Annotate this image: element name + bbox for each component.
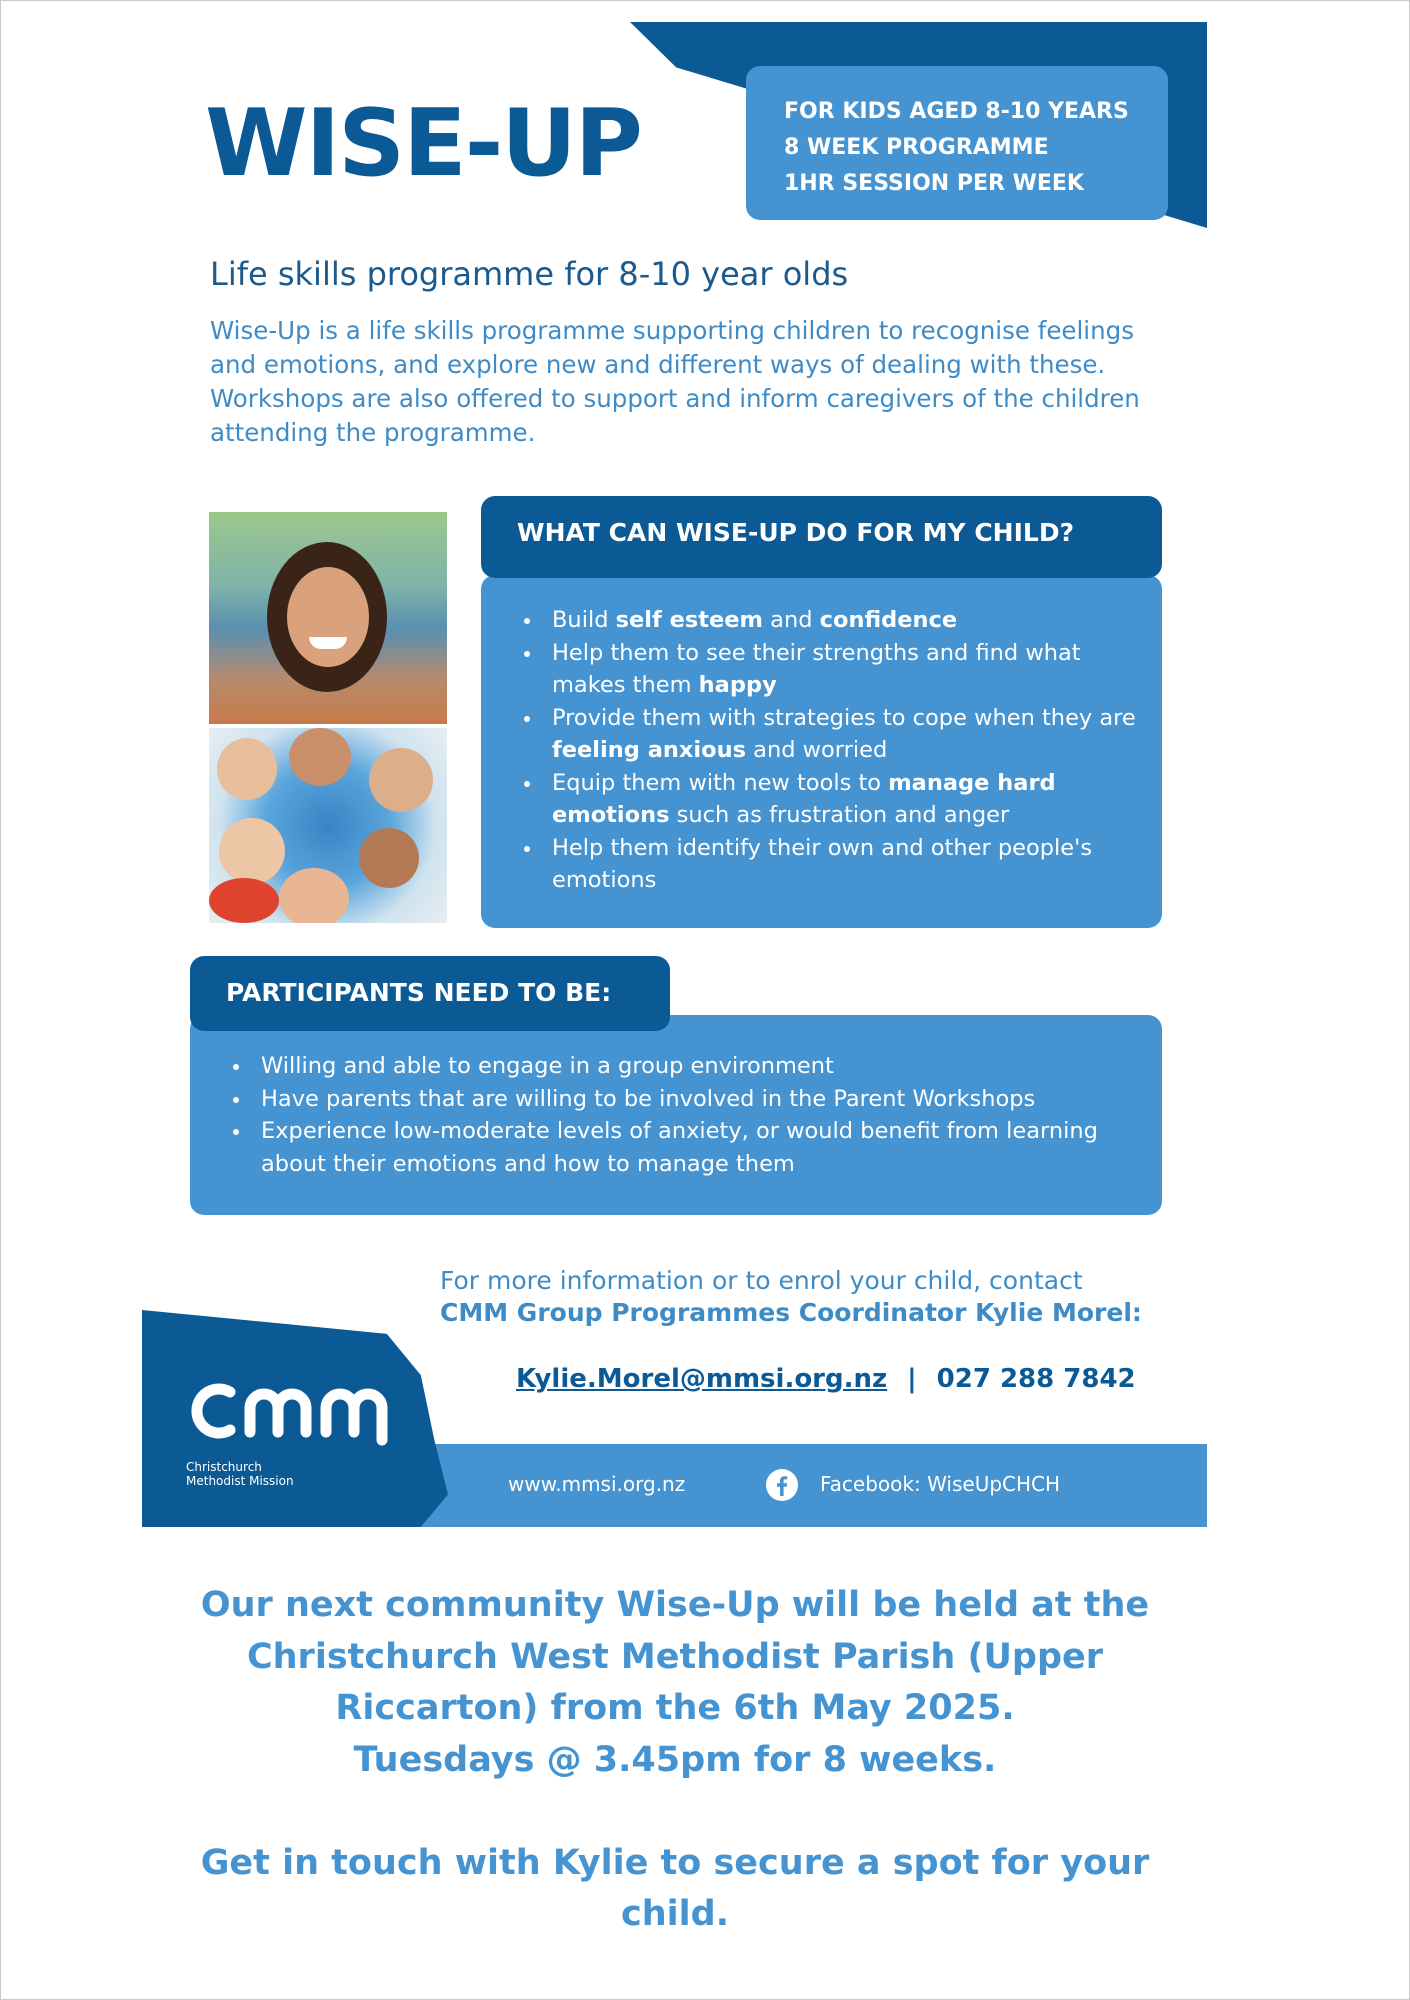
benefits-heading: WHAT CAN WISE-UP DO FOR MY CHILD? bbox=[481, 496, 1162, 578]
notice-cta-line: Get in touch with Kylie to secure a spot for your bbox=[200, 1842, 1150, 1883]
community-notice bbox=[180, 1580, 1170, 1941]
notice-line: Tuesdays @ 3.45pm for 8 weeks. bbox=[353, 1739, 997, 1780]
notice-line: Christchurch West Methodist Parish (Upper bbox=[246, 1636, 1104, 1677]
list-item: Experience low-moderate levels of anxiety, or would benefit from learning about their emotions and how to manage them bbox=[228, 1115, 1148, 1180]
photo-smiling-girl bbox=[209, 512, 447, 724]
benefits-list bbox=[519, 604, 1139, 897]
list-item: Help them identify their own and other people's emotions bbox=[519, 832, 1139, 897]
list-item: Build self esteem and confidence bbox=[519, 604, 1139, 637]
contact-separator: | bbox=[907, 1364, 917, 1394]
info-line-weeks: 8 WEEK PROGRAMME bbox=[784, 135, 1049, 160]
phone-number: 027 288 7842 bbox=[936, 1364, 1136, 1394]
photo-group-of-children bbox=[209, 728, 447, 923]
list-item: Willing and able to engage in a group environment bbox=[228, 1050, 1148, 1083]
info-line-age: FOR KIDS AGED 8-10 YEARS bbox=[784, 99, 1129, 124]
notice-line: Our next community Wise-Up will be held at the bbox=[200, 1585, 1150, 1625]
info-line-session: 1HR SESSION PER WEEK bbox=[784, 171, 1084, 196]
list-item: Equip them with new tools to manage hard emotions such as frustration and anger bbox=[519, 767, 1139, 832]
page-title: WISE-UP bbox=[205, 89, 641, 197]
email-link[interactable]: Kylie.Morel@mmsi.org.nz bbox=[516, 1364, 888, 1394]
list-item: Have parents that are willing to be involved in the Parent Workshops bbox=[228, 1083, 1148, 1116]
logo-subtitle: Christchurch Methodist Mission bbox=[186, 1460, 294, 1488]
programme-info-box bbox=[746, 66, 1168, 220]
cmm-logo bbox=[188, 1370, 418, 1450]
list-item: Help them to see their strengths and find what makes them happy bbox=[519, 637, 1139, 702]
list-item: Provide them with strategies to cope when they are feeling anxious and worried bbox=[519, 702, 1139, 767]
contact-intro: For more information or to enrol your child, contact bbox=[440, 1266, 1083, 1295]
intro-paragraph: Wise-Up is a life skills programme supporting children to recognise feelings and emotions, and explore new and different ways of dealing with these. Workshops are also offered to support and inform caregivers of the children attending the programme. bbox=[210, 316, 1140, 447]
facebook-link[interactable]: Facebook: WiseUpCHCH bbox=[820, 1472, 1061, 1496]
notice-spacer bbox=[180, 1786, 1170, 1838]
facebook-icon[interactable] bbox=[766, 1469, 798, 1501]
website-link[interactable]: www.mmsi.org.nz bbox=[508, 1472, 686, 1496]
subtitle: Life skills programme for 8-10 year olds bbox=[210, 255, 849, 293]
participants-list bbox=[228, 1050, 1148, 1180]
contact-name: CMM Group Programmes Coordinator Kylie Morel: bbox=[440, 1298, 1142, 1327]
notice-line: Riccarton) from the 6th May 2025. bbox=[335, 1688, 1015, 1728]
participants-heading: PARTICIPANTS NEED TO BE: bbox=[190, 956, 670, 1031]
contact-details bbox=[516, 1364, 1136, 1394]
notice-cta-line: child. bbox=[620, 1894, 729, 1934]
